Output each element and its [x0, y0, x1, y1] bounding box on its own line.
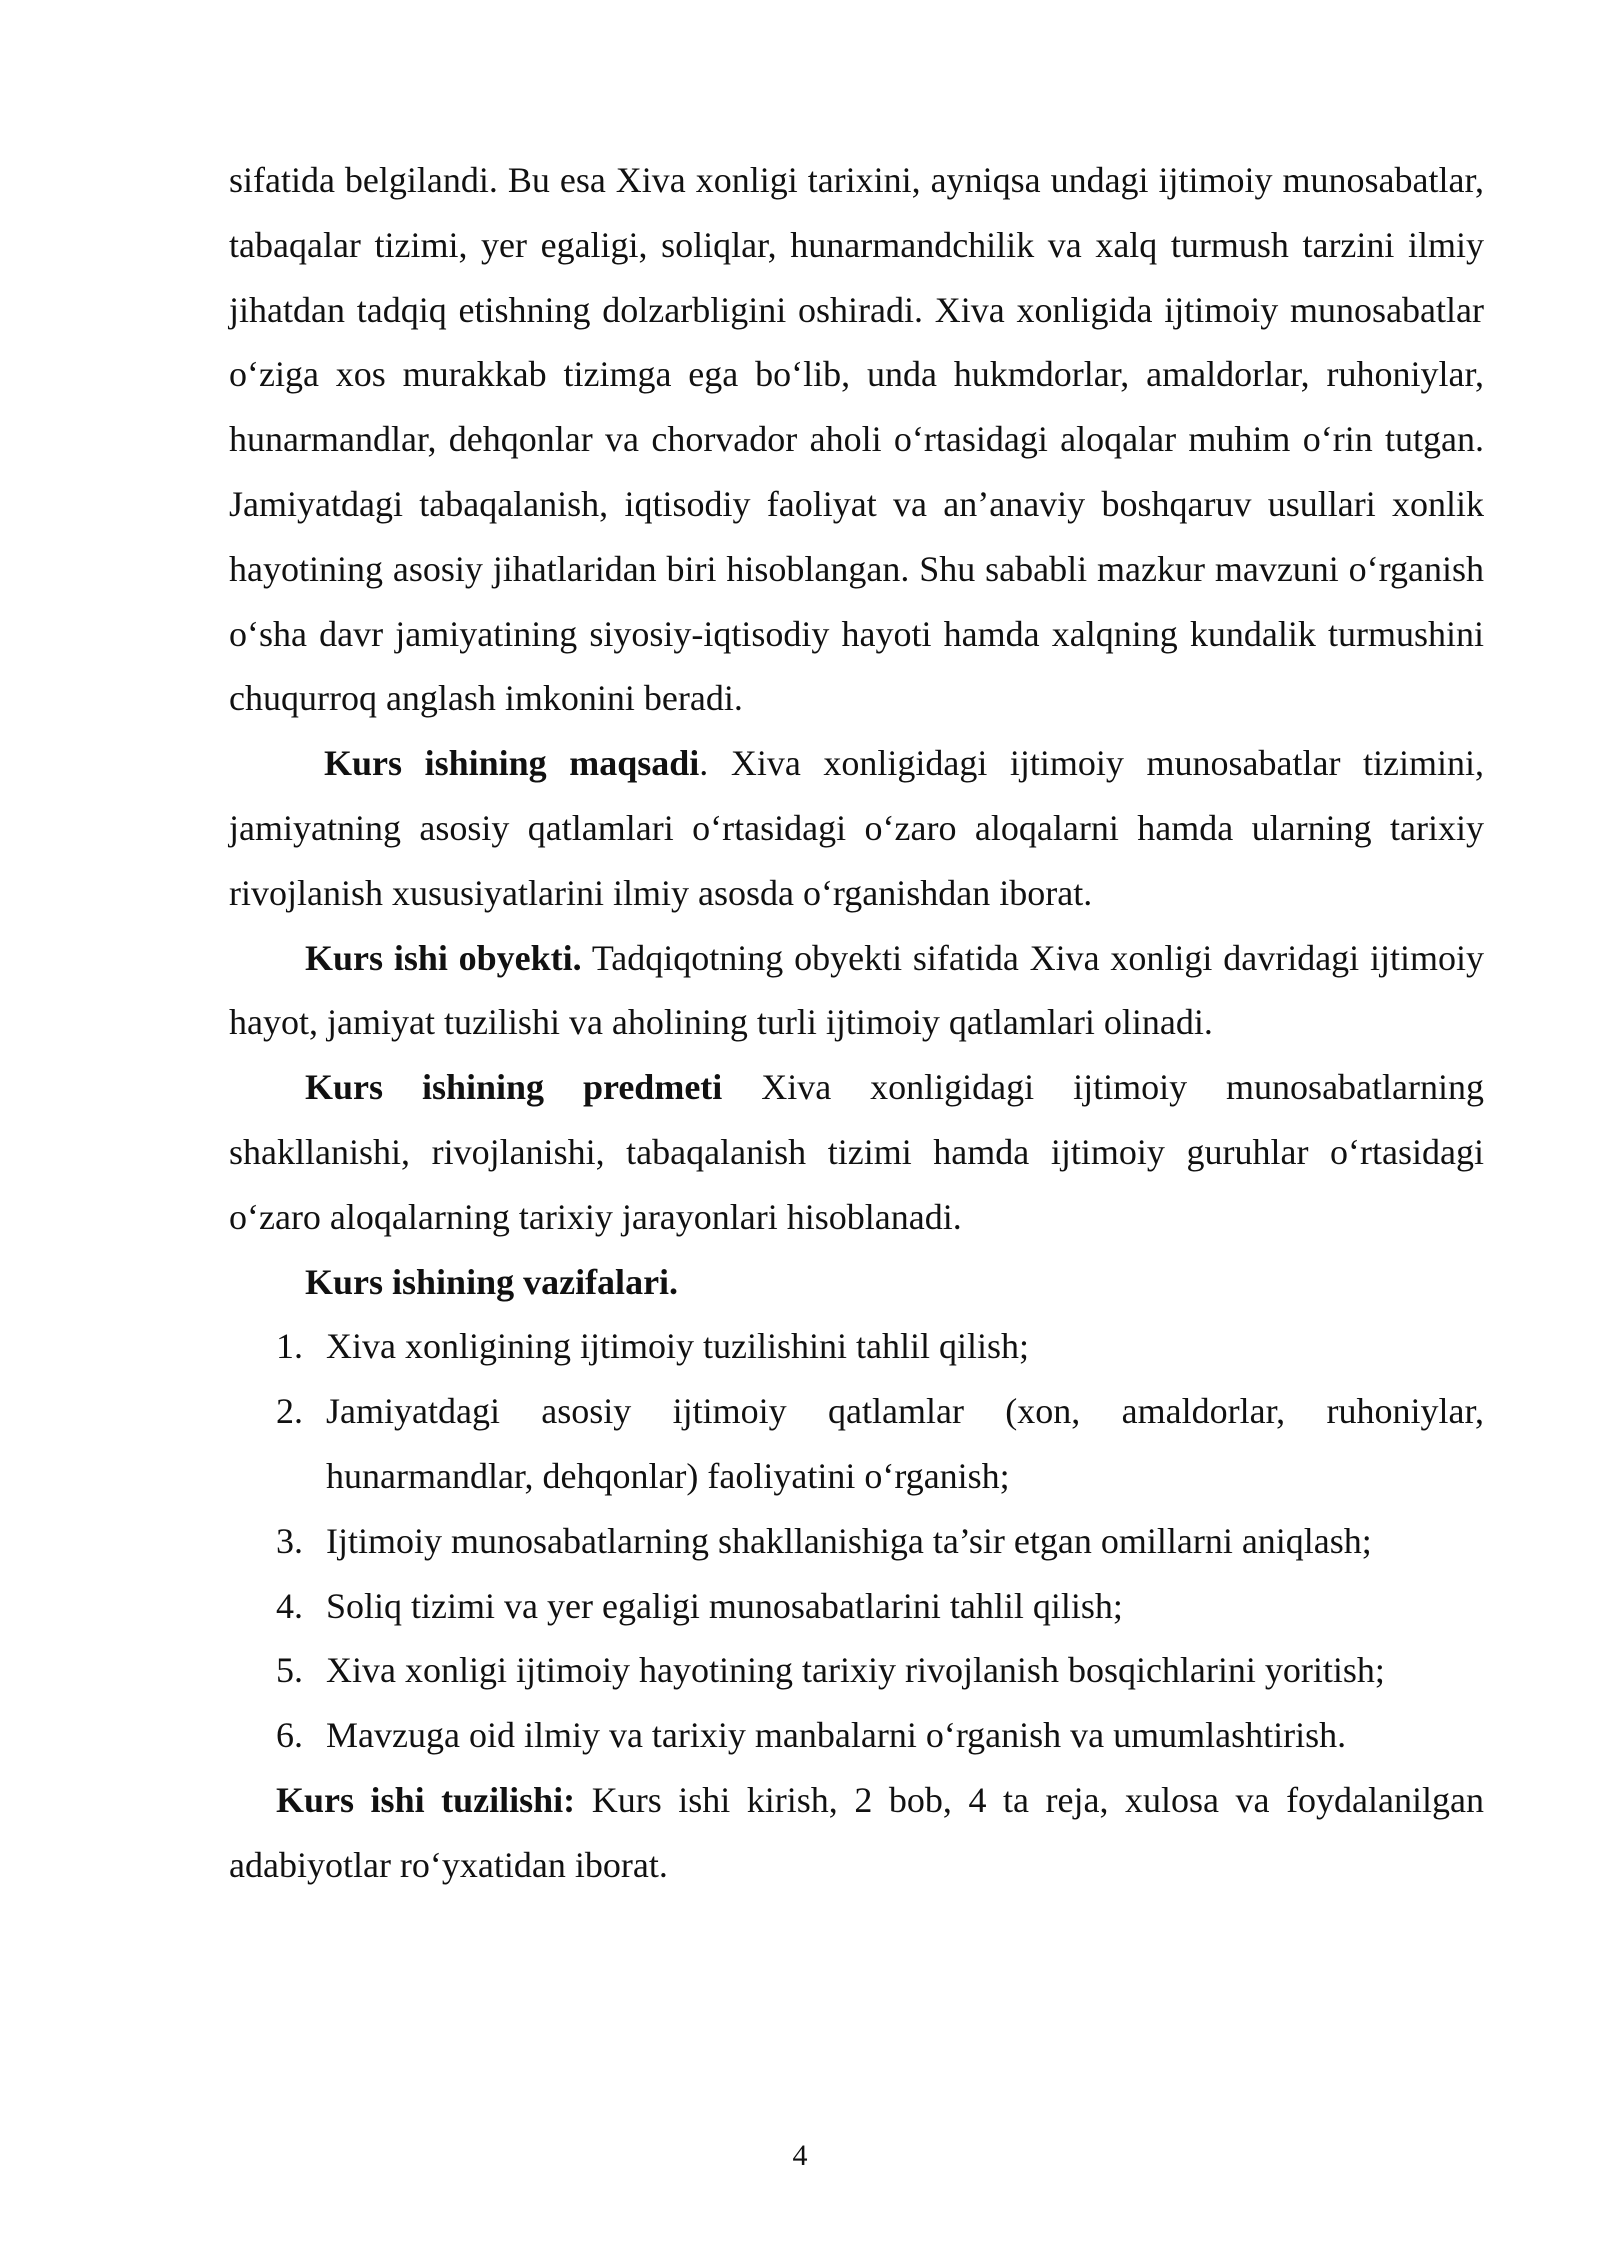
- list-item-text: Soliq tizimi va yer egaligi munosabatlarini tahlil qilish;: [326, 1585, 1123, 1626]
- page-number: 4: [792, 2139, 808, 2172]
- goal-paragraph: [229, 731, 1484, 925]
- list-item-number: 3.: [276, 1520, 303, 1561]
- structure-text: Kurs ishi kirish, 2 bob, 4 ta reja, xulosa va foydalanilgan adabiyotlar ro‘yxatidan iborat.: [229, 1779, 1484, 1885]
- list-item: [229, 1379, 1484, 1509]
- list-item-text: Mavzuga oid ilmiy va tarixiy manbalarni o‘rganish va umumlashtirish.: [326, 1715, 1347, 1756]
- structure-label: Kurs ishi tuzilishi:: [276, 1779, 576, 1820]
- document-page: [229, 148, 1484, 1898]
- list-item-number: 5.: [276, 1650, 303, 1691]
- list-item: [229, 1314, 1484, 1379]
- list-item: [229, 1509, 1484, 1574]
- list-item-text: Xiva xonligining ijtimoiy tuzilishini tahlil qilish;: [326, 1326, 1030, 1367]
- object-text: Tadqiqotning obyekti sifatida Xiva xonligi davridagi ijtimoiy hayot, jamiyat tuzilishi va aholining turli ijtimoiy qatlamlari olinadi.: [229, 937, 1484, 1043]
- object-paragraph: [229, 926, 1484, 1056]
- goal-label: Kurs ishining maqsadi: [324, 743, 700, 784]
- list-item: [229, 1638, 1484, 1703]
- list-item-number: 6.: [276, 1715, 303, 1756]
- list-item: [229, 1703, 1484, 1768]
- structure-paragraph: [229, 1768, 1484, 1898]
- list-item-text: Jamiyatdagi asosiy ijtimoiy qatlamlar (xon, amaldorlar, ruhoniylar, hunarmandlar, dehqonlar) faoliyatini o‘rganish;: [326, 1391, 1484, 1496]
- list-item-text: Xiva xonligi ijtimoiy hayotining tarixiy rivojlanish bosqichlarini yoritish;: [326, 1650, 1385, 1691]
- list-item-number: 2.: [276, 1391, 303, 1432]
- list-item-text: Ijtimoiy munosabatlarning shakllanishiga ta’sir etgan omillarni aniqlash;: [326, 1520, 1372, 1561]
- list-item-number: 4.: [276, 1585, 303, 1626]
- goal-text: . Xiva xonligidagi ijtimoiy munosabatlar tizimini, jamiyatning asosiy qatlamlari o‘rtasidagi o‘zaro aloqalarni hamda ularning tarixiy rivojlanish xususiyatlarini ilmiy asosda o‘rganishdan iborat.: [229, 743, 1484, 913]
- tasks-list: [229, 1314, 1484, 1768]
- intro-paragraph: sifatida belgilandi. Bu esa Xiva xonligi tarixini, ayniqsa undagi ijtimoiy munosabatlar, tabaqalar tizimi, yer egaligi, soliqlar, hunarmandchilik va xalq turmush tarzini ilmiy jihatdan tadqiq etishning dolzarbligini oshiradi. Xiva xonligida ijtimoiy munosabatlar o‘ziga xos murakkab tizimga ega bo‘lib, unda hukmdorlar, amaldorlar, ruhoniylar, hunarmandlar, dehqonlar va chorvador aholi o‘rtasidagi aloqalar muhim o‘rin tutgan. Jamiyatdagi tabaqalanish, iqtisodiy faoliyat va an’anaviy boshqaruv usullari xonlik hayotining asosiy jihatlaridan biri hisoblangan. Shu sababli mazkur mavzuni o‘rganish o‘sha davr jamiyatining siyosiy-iqtisodiy hayoti hamda xalqning kundalik turmushini chuqurroq anglash imkonini beradi.: [229, 160, 1484, 719]
- tasks-heading: Kurs ishining vazifalari.: [305, 1261, 679, 1302]
- subject-paragraph: [229, 1055, 1484, 1249]
- list-item-number: 1.: [276, 1326, 303, 1367]
- subject-text: Xiva xonligidagi ijtimoiy munosabatlarning shakllanishi, rivojlanishi, tabaqalanish tizimi hamda ijtimoiy guruhlar o‘rtasidagi o‘zaro aloqalarning tarixiy jarayonlari hisoblanadi.: [229, 1067, 1484, 1237]
- object-label: Kurs ishi obyekti.: [305, 937, 582, 978]
- subject-label: Kurs ishining predmeti: [305, 1067, 723, 1108]
- list-item: [229, 1574, 1484, 1639]
